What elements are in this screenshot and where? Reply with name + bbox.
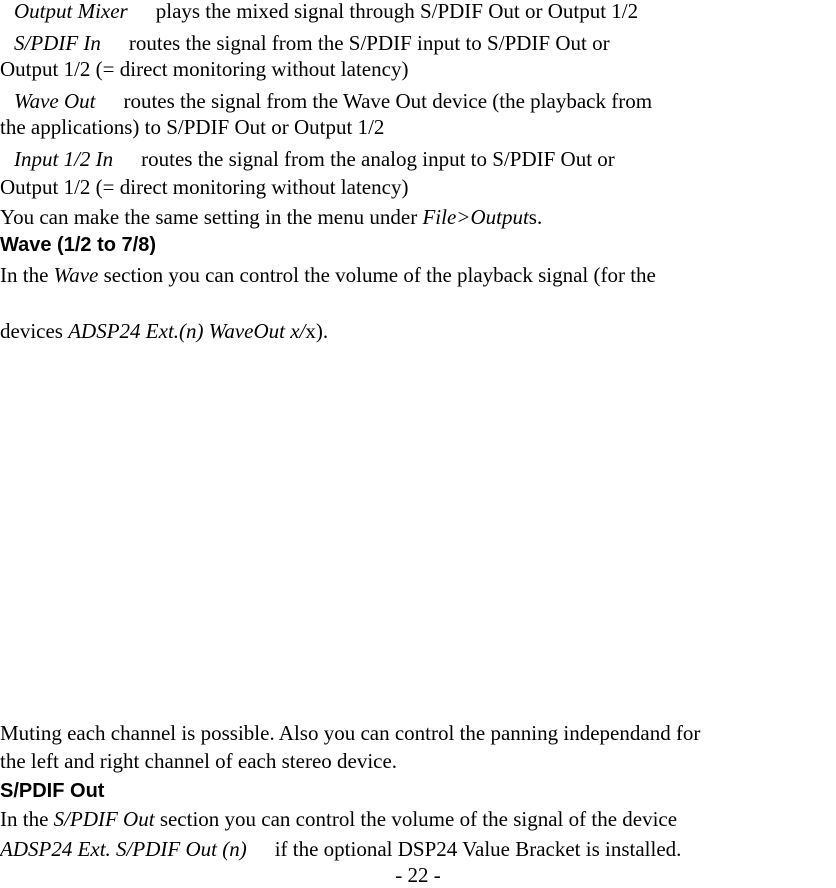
muting-line2: the left and right channel of each stereo device. — [0, 749, 398, 773]
routing-desc-continuation: Output 1/2 (= direct monitoring without latency) — [0, 175, 409, 199]
routing-term: Wave Out — [14, 89, 96, 113]
menu-path: File>Output — [422, 205, 529, 229]
routing-term: Input 1/2 In — [14, 147, 114, 171]
spdif-paragraph-line1 — [0, 806, 677, 832]
routing-desc: plays the mixed signal through S/PDIF Out or Output 1/2 — [155, 0, 639, 23]
wave-text: x). — [305, 319, 329, 343]
page-number: - 22 - — [395, 863, 441, 887]
routing-desc-continuation: Output 1/2 (= direct monitoring without latency) — [0, 57, 409, 81]
routing-desc: routes the signal from the Wave Out device (the playback from — [123, 89, 653, 113]
same-setting-note — [0, 204, 542, 230]
routing-term: Output Mixer — [14, 0, 128, 23]
routing-term: S/PDIF In — [14, 31, 101, 55]
wave-text: section you can control the volume of the playback signal (for the — [98, 263, 656, 287]
routing-desc: routes the signal from the S/PDIF input to S/PDIF Out or — [128, 31, 610, 55]
spdif-text: if the optional DSP24 Value Bracket is installed. — [274, 837, 682, 861]
wave-text: devices — [0, 319, 69, 343]
wave-term: Wave — [53, 263, 99, 287]
wave-text: In the — [0, 263, 54, 287]
routing-option-output-mixer — [14, 0, 638, 24]
routing-option-spdif-in — [14, 30, 610, 56]
spdif-term: S/PDIF Out — [53, 807, 155, 831]
routing-option-wave-out — [14, 88, 652, 114]
spdif-out-heading: S/PDIF Out — [0, 780, 105, 802]
routing-option-input-1-2 — [14, 146, 615, 172]
routing-desc-continuation: the applications) to S/PDIF Out or Output 1/2 — [0, 115, 385, 139]
spdif-text: In the — [0, 807, 54, 831]
same-setting-suffix: s. — [528, 205, 543, 229]
muting-line1: Muting each channel is possible. Also you can control the panning independand for — [0, 721, 701, 745]
spdif-text: section you can control the volume of the signal of the device — [154, 807, 678, 831]
wave-paragraph-line1 — [0, 262, 656, 288]
spdif-paragraph-line2 — [0, 836, 681, 862]
device-name: ADSP24 Ext.(n) WaveOut x/ — [68, 319, 306, 343]
same-setting-text: You can make the same setting in the menu under — [0, 205, 423, 229]
wave-paragraph-line2 — [0, 318, 328, 344]
routing-desc: routes the signal from the analog input to S/PDIF Out or — [141, 147, 615, 171]
wave-heading: Wave (1/2 to 7/8) — [0, 234, 156, 256]
device-name: ADSP24 Ext. S/PDIF Out (n) — [0, 837, 247, 861]
